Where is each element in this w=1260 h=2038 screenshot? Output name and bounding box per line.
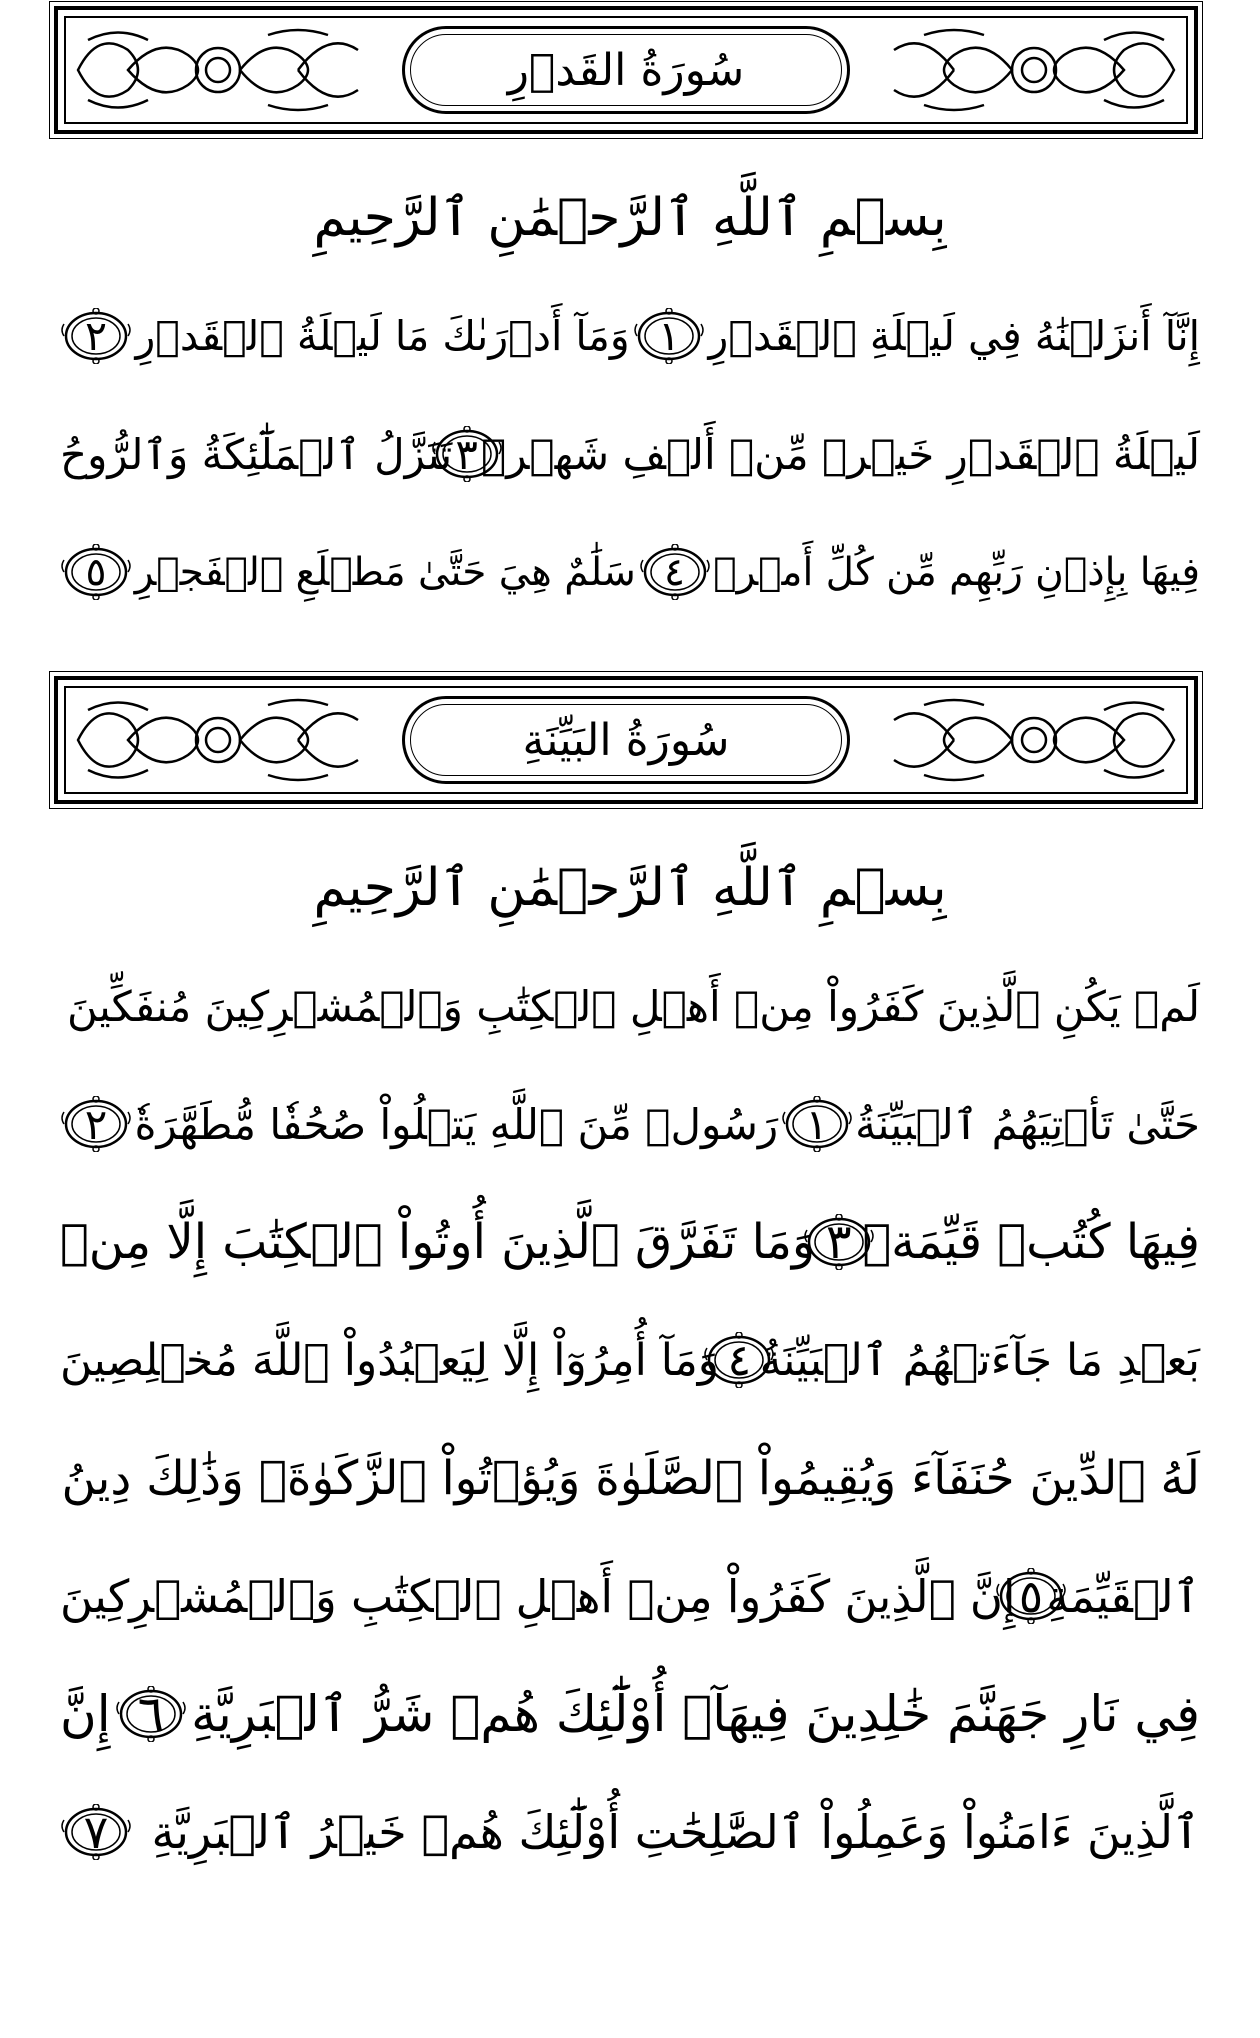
ornament-left-icon: [68, 20, 368, 120]
ayah-marker-icon: [60, 1804, 132, 1860]
ayah-number: ٢: [84, 1099, 108, 1149]
verse-text: رَسُولٞ مِّنَ ٱللَّهِ يَتۡلُواْ صُحُفٗا مُّطَهَّرَةٗ: [134, 1099, 779, 1149]
ornament-left-icon: [68, 690, 368, 790]
verse-text: وَمَا تَفَرَّقَ ٱلَّذِينَ أُوتُواْ ٱلۡكِتَٰبَ إِلَّا مِنۢ: [60, 1214, 816, 1270]
ornament-right-icon: [884, 20, 1184, 120]
ayah-number: ٥: [85, 549, 107, 595]
title-cartouche: [402, 696, 850, 784]
verse-text: إِنَّ: [60, 1685, 111, 1743]
verse-text: إِنَّآ أَنزَلۡنَٰهُ فِي لَيۡلَةِ ٱلۡقَدۡرِ: [708, 312, 1200, 360]
ornament-right-icon: [884, 690, 1184, 790]
text-line: [60, 956, 1200, 1056]
text-line: [60, 1664, 1200, 1764]
verse-text: لَيۡلَةُ ٱلۡقَدۡرِ خَيۡرٞ مِّنۡ أَلۡفِ شَهۡرٖ: [480, 429, 1200, 479]
verse-text: ٱلۡقَيِّمَةِ: [1046, 1569, 1200, 1623]
text-line: [60, 1546, 1200, 1646]
verse-text: تَنَزَّلُ ٱلۡمَلَٰٓئِكَةُ وَٱلرُّوحُ: [60, 429, 453, 479]
ayah-marker-icon: [781, 1096, 853, 1152]
ayah-number: ١: [805, 1099, 828, 1149]
text-line: [60, 1310, 1200, 1410]
ayah-number: ٣: [825, 1214, 852, 1270]
verse-text: فِيهَا بِإِذۡنِ رَبِّهِم مِّن كُلِّ أَمۡرٖ: [713, 549, 1200, 595]
basmala: بِسۡمِ ٱللَّهِ ٱلرَّحۡمَٰنِ ٱلرَّحِيمِ: [313, 858, 947, 918]
text-line: [60, 1428, 1200, 1528]
text-line: [60, 286, 1200, 386]
ayah-marker-icon: [633, 308, 705, 364]
verse-text: ٱلَّذِينَ ءَامَنُواْ وَعَمِلُواْ ٱلصَّٰلِحَٰتِ أُوْلَٰٓئِكَ هُمۡ خَيۡرُ ٱلۡبَرِيَّةِ: [151, 1805, 1200, 1859]
ayah-number: ٦: [137, 1685, 165, 1743]
verse-text: وَمَآ أُمِرُوٓاْ إِلَّا لِيَعۡبُدُواْ ٱللَّهَ مُخۡلِصِينَ: [60, 1334, 720, 1386]
surah-title: سُورَةُ القَدۡرِ: [507, 44, 745, 96]
verse-text: لَمۡ يَكُنِ ٱلَّذِينَ كَفَرُواْ مِنۡ أَهۡلِ ٱلۡكِتَٰبِ وَٱلۡمُشۡرِكِينَ مُنفَكِّينَ: [66, 981, 1200, 1031]
ayah-number: ٧: [83, 1805, 109, 1859]
text-line: [60, 404, 1200, 504]
ayah-marker-icon: [60, 544, 132, 600]
ayah-marker-icon: [115, 1686, 187, 1742]
ayah-number: ٣: [455, 429, 478, 479]
verse-text: إِنَّ ٱلَّذِينَ كَفَرُواْ مِنۡ أَهۡلِ ٱلۡكِتَٰبِ وَٱلۡمُشۡرِكِينَ: [60, 1569, 1016, 1623]
surah-header-al-qadr: [54, 6, 1198, 134]
ayah-number: ٥: [1018, 1569, 1044, 1623]
ayah-marker-icon: [815, 1214, 862, 1270]
ayah-number: ٤: [664, 549, 685, 595]
surah-header-al-bayyinah: [54, 676, 1198, 804]
text-line: [60, 1782, 1200, 1882]
ayah-marker-icon: [719, 1332, 760, 1388]
text-line: [60, 522, 1200, 622]
ayah-number: ١: [658, 312, 681, 360]
ayah-marker-icon: [639, 544, 711, 600]
surah-title: سُورَةُ البَيِّنَةِ: [522, 714, 730, 766]
ayah-marker-icon: [60, 1096, 132, 1152]
ayah-marker-icon: [60, 308, 132, 364]
ayah-number: ٤: [727, 1334, 752, 1386]
basmala: بِسۡمِ ٱللَّهِ ٱلرَّحۡمَٰنِ ٱلرَّحِيمِ: [313, 188, 947, 248]
ayah-marker-icon: [452, 426, 481, 482]
verse-text: لَهُ ٱلدِّينَ حُنَفَآءَ وَيُقِيمُواْ ٱلصَّلَوٰةَ وَيُؤۡتُواْ ٱلزَّكَوٰةَۚ وَذَٰلِكَ دِينُ: [61, 1450, 1200, 1506]
ayah-marker-icon: [1015, 1568, 1046, 1624]
verse-text: وَمَآ أَدۡرَىٰكَ مَا لَيۡلَةُ ٱلۡقَدۡرِ: [135, 312, 630, 360]
verse-text: سَلَٰمٌ هِيَ حَتَّىٰ مَطۡلَعِ ٱلۡفَجۡرِ: [134, 549, 636, 595]
text-line: [60, 1192, 1200, 1292]
verse-text: بَعۡدِ مَا جَآءَتۡهُمُ ٱلۡبَيِّنَةُ: [759, 1334, 1200, 1386]
verse-text: فِيهَا كُتُبٞ قَيِّمَةٞ: [862, 1214, 1200, 1270]
verse-text: فِي نَارِ جَهَنَّمَ خَٰلِدِينَ فِيهَآۚ أُوْلَٰٓئِكَ هُمۡ شَرُّ ٱلۡبَرِيَّةِ: [191, 1685, 1200, 1743]
title-cartouche: [402, 26, 850, 114]
text-line: [60, 1074, 1200, 1174]
verse-text: حَتَّىٰ تَأۡتِيَهُمُ ٱلۡبَيِّنَةُ: [855, 1099, 1200, 1149]
ayah-number: ٢: [85, 312, 108, 360]
